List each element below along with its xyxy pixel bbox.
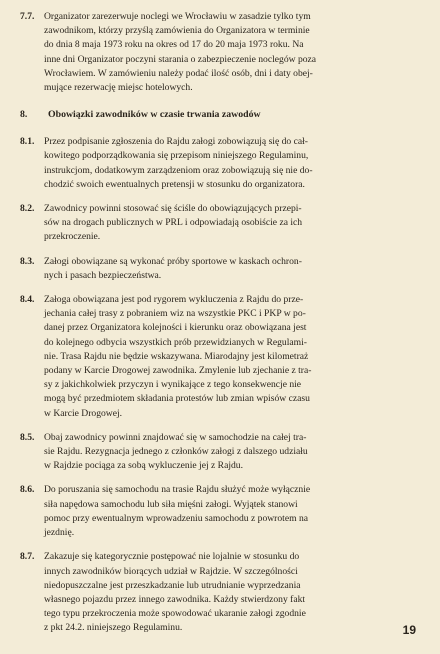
paragraph-text — [44, 431, 418, 474]
text-line: pomoc przy ewentualnym wprowadzeniu samochodu z powrotem na — [44, 512, 309, 524]
text-line: siła napędowa samochodu lub siła mięśni załogi. Wyjątek stanowi — [44, 498, 298, 510]
text-line: inne dni Organizator poczyni starania o zabezpieczenie noclegów poza — [44, 53, 317, 65]
paragraph-text — [44, 293, 418, 421]
text-line: Obaj zawodnicy powinni znajdować się w samochodzie na całej tra- — [44, 431, 307, 443]
text-line: przekroczenie. — [44, 231, 101, 243]
text-line: Przez podpisanie zgłoszenia do Rajdu załogi zobowiązują się do cał- — [44, 136, 309, 148]
text-line: Wrocławiem. W zamówieniu należy podać ilość osób, dni i daty obej- — [44, 67, 313, 79]
text-line: Załogi obowiązane są wykonać próby sportowe w kaskach ochron- — [44, 255, 302, 267]
paragraph-text — [44, 255, 418, 283]
paragraph-number: 8.2. — [20, 203, 35, 215]
text-line: Zawodnicy powinni stosować się ściśle do obowiązujących przepi- — [44, 203, 302, 215]
text-line: Do poruszania się samochodu na trasie Rajdu służyć może wyłącznie — [44, 484, 311, 496]
text-line: Zakazuje się kategorycznie postępować nie lojalnie w stosunku do — [44, 551, 300, 563]
text-line: z pkt 24.2. niniejszego Regulaminu. — [44, 622, 183, 634]
text-line: tego typu przekroczenia może spowodować ukaranie załogi zgodnie — [44, 608, 306, 620]
paragraph-8-6 — [20, 483, 418, 540]
text-line: Organizator zarezerwuje noclegi we Wrocławiu w zasadzie tylko tym — [44, 11, 311, 22]
page-number: 19 — [402, 623, 416, 637]
text-line: instrukcjom, dodatkowym zarządzeniom oraz zobowiązują się nie do- — [44, 164, 313, 176]
text-line: w Rajdzie pociąga za sobą wykluczenie jej z Rajdu. — [44, 460, 243, 472]
section-number: 8. — [20, 109, 28, 121]
text-line: jechania całej trasy z pobraniem wiz na wszystkie PKC i PKP w po- — [44, 308, 306, 320]
paragraph-number: 8.7. — [20, 551, 35, 563]
text-line: do dnia 8 maja 1973 roku na okres od 17 do 20 maja 1973 roku. Na — [44, 39, 304, 51]
paragraph-7-7 — [20, 10, 418, 95]
paragraph-text — [44, 10, 418, 95]
text-line: sy z jakichkolwiek przyczyn i wynikające z tego konsekwencje nie — [44, 379, 302, 391]
section-title: Obowiązki zawodników w czasie trwania zawodów — [48, 109, 261, 121]
text-line: Załoga obowiązana jest pod rygorem wykluczenia z Rajdu do prze- — [44, 294, 304, 306]
paragraph-8-5 — [20, 431, 418, 474]
paragraph-number: 7.7. — [20, 11, 35, 22]
text-line: nie. Trasa Rajdu nie będzie wskazywana. Miarodajny jest kilometraż — [44, 350, 309, 362]
text-line: zawodnikom, którzy przyślą zamówienia do Organizatora w terminie — [44, 25, 310, 37]
paragraph-number: 8.5. — [20, 431, 35, 443]
paragraph-text — [44, 135, 418, 192]
paragraph-8-7 — [20, 550, 418, 635]
text-line: niedopuszczalne jest przeszkadzanie lub utrudnianie wyprzedzania — [44, 579, 301, 591]
text-line: mogą być przedmiotem składania protestów lub zmian wpisów czasu — [44, 393, 310, 405]
paragraph-8-2 — [20, 202, 418, 245]
text-line: sie Rajdu. Rezygnacja jednego z członków załogi z dalszego udziału — [44, 446, 308, 458]
section-heading — [20, 108, 418, 122]
paragraph-number: 8.1. — [20, 136, 35, 148]
text-line: podany w Karcie Drogowej zawodnika. Zmylenie lub zjechanie z tra- — [44, 365, 312, 377]
text-line: sów na drogach publicznych w PRL i odpowiadają osobiście za ich — [44, 217, 303, 229]
text-line: danej przez Organizatora kolejności i kierunku oraz obowiązana jest — [44, 322, 307, 334]
text-line: jezdnię. — [44, 527, 75, 539]
paragraph-8-4 — [20, 293, 418, 421]
paragraph-8-1 — [20, 135, 418, 192]
text-line: własnego pojazdu przez innego zawodnika. Każdy stwierdzony fakt — [44, 593, 306, 605]
paragraph-number: 8.3. — [20, 255, 35, 267]
text-line: w Karcie Drogowej. — [44, 407, 123, 419]
text-line: innych zawodników biorących udział w Rajdzie. W szczególności — [44, 565, 298, 577]
paragraph-text — [44, 483, 418, 540]
paragraph-number: 8.6. — [20, 484, 35, 496]
text-line: mujące rezerwację miejsc hotelowych. — [44, 82, 193, 94]
paragraph-text — [44, 550, 418, 635]
paragraph-text — [44, 202, 418, 245]
text-line: chodzić swoich ewentualnych pretensji w stosunku do organizatora. — [44, 178, 305, 190]
paragraph-8-3 — [20, 255, 418, 283]
text-line: kowitego podporządkowania się przepisom niniejszego Regulaminu, — [44, 150, 309, 162]
text-line: nych i pasach bezpieczeństwa. — [44, 269, 162, 281]
text-line: do kolejnego odbycia wszystkich prób przewidzianych w Regulami- — [44, 336, 307, 348]
paragraph-number: 8.4. — [20, 294, 35, 306]
